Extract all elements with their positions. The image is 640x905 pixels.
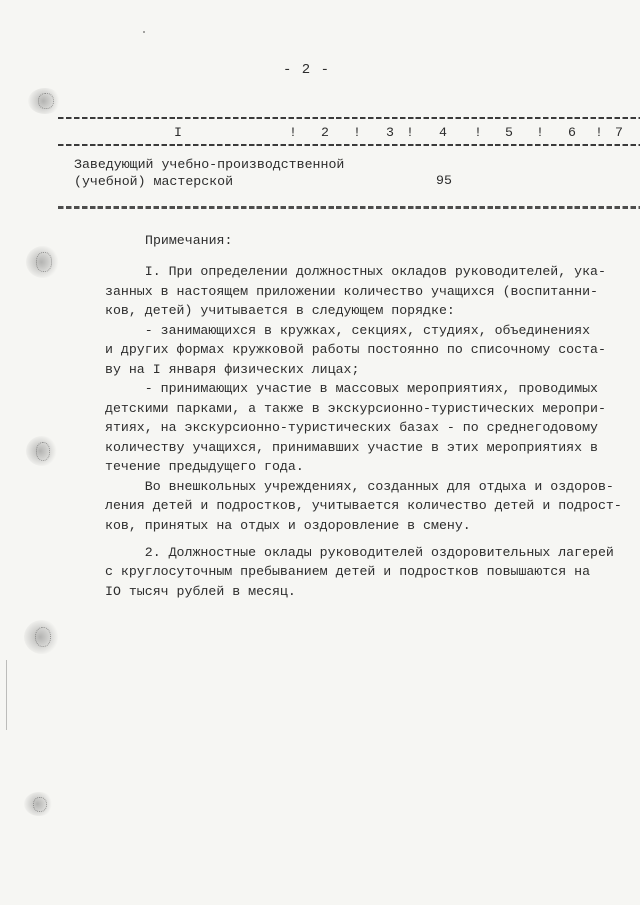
margin-smudge: [26, 246, 60, 278]
position-title-line-2: (учебной) мастерской: [74, 174, 234, 189]
note-paragraph-4: [105, 477, 635, 536]
col-separator: !: [536, 125, 544, 140]
header-col-3: 3: [386, 125, 394, 140]
header-col-5: 5: [505, 125, 513, 140]
note-paragraph-3: [105, 379, 635, 477]
note-line: ятиях, на экскурсионно-туристических базах - по среднегодовому: [105, 420, 598, 435]
header-col-2: 2: [321, 125, 329, 140]
note-paragraph-1: [105, 262, 635, 321]
table-header-rule: [58, 144, 640, 146]
note-line: Во внешкольных учреждениях, созданных для отдыха и оздоров-: [144, 478, 614, 494]
note-line: с круглосуточным пребыванием детей и подростков повышаются на: [105, 564, 591, 579]
header-col-7: 7: [615, 125, 623, 140]
page-number: - 2 -: [283, 62, 331, 78]
note-line: ков, детей) учитывается в следующем порядке:: [105, 303, 455, 318]
note-line: I. При определении должностных окладов руководителей, ука-: [144, 264, 606, 279]
margin-smudge: [26, 436, 58, 466]
note-paragraph-5: [105, 543, 635, 602]
scan-dot: [143, 31, 145, 33]
col-separator: !: [474, 125, 482, 140]
cell-col-4: 95: [436, 173, 452, 188]
col-separator: !: [289, 125, 297, 140]
margin-smudge: [24, 792, 54, 816]
note-line: ву на I января физических лицах;: [105, 361, 360, 377]
note-line: занных в настоящем приложении количество учащихся (воспитанни-: [105, 283, 598, 299]
note-line: количеству учащихся, принимавших участие в этих мероприятиях в: [105, 439, 598, 455]
note-line: - принимающих участие в массовых мероприятиях, проводимых: [144, 381, 598, 396]
note-line: - занимающихся в кружках, секциях, студиях, объединениях: [144, 322, 591, 338]
note-line: 2. Должностные оклады руководителей оздоровительных лагерей: [144, 544, 614, 560]
header-col-4: 4: [439, 125, 447, 140]
col-separator: !: [353, 125, 361, 140]
col-separator: !: [406, 125, 414, 140]
notes-heading: Примечания:: [145, 233, 233, 248]
note-line: ления детей и подростков, учитывается количество детей и подрост-: [105, 498, 622, 513]
table-top-rule: [58, 117, 640, 119]
edge-mark: [6, 660, 7, 730]
note-line: детскими парками, а также в экскурсионно-туристических меропри-: [105, 400, 606, 416]
note-paragraph-2: [105, 321, 635, 380]
note-line: и других формах кружковой работы постоянно по списочному соста-: [105, 342, 606, 357]
header-col-6: 6: [568, 125, 576, 140]
notes-body: [105, 262, 635, 601]
margin-smudge: [24, 620, 60, 654]
note-line: течение предыдущего года.: [105, 459, 304, 474]
note-line: ков, принятых на отдых и оздоровление в смену.: [105, 517, 471, 533]
table-bottom-rule: [58, 206, 640, 209]
header-col-1: I: [174, 125, 182, 140]
col-separator: !: [595, 125, 603, 140]
position-title-line-1: Заведующий учебно-производственной: [74, 157, 345, 172]
note-line: IO тысяч рублей в месяц.: [105, 583, 296, 599]
margin-smudge: [28, 88, 62, 114]
